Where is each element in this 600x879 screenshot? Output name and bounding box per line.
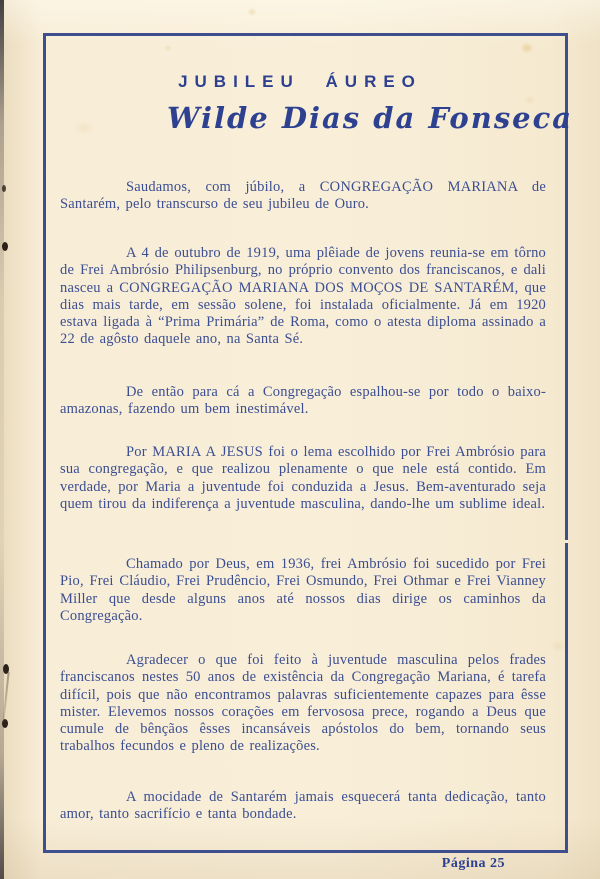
border-scan-gap (46, 168, 49, 171)
article-title: JUBILEU ÁUREO (178, 72, 422, 91)
paragraph-5: Chamado por Deus, em 1936, frei Ambrósio foi sucedido por Frei Pio, Frei Cláudio, Frei Prudêncio, Frei Osmundo, Frei Othmar e Frei Vianney Miller que desde alguns anos até nossos dias dirige os caminhos da Congregação. (60, 556, 546, 624)
paragraph-7: A mocidade de Santarém jamais esquecerá tanta dedicação, tanto amor, tanto sacrifício e tanta bondade. (60, 789, 546, 823)
border-scan-gap (46, 365, 49, 368)
binding-stitch-mark (2, 185, 6, 192)
border-scan-gap (46, 432, 49, 434)
page-number: Página 25 (441, 856, 505, 871)
border-scan-gap (565, 540, 568, 543)
paragraph-4: Por MARIA A JESUS foi o lema escolhido por Frei Ambrósio para sua congregação, e que realizou plenamente o que nele está contido. Em verdade, por Maria a juventude foi conduzida a Jesus. Bem-aventurado seja quem tirou da indiferença a juventude masculina, dando-lhe um sublime ideal. (60, 444, 546, 512)
paragraph-3: De então para cá a Congregação espalhou-se por todo o baixo-amazonas, fazendo um bem inestimável. (60, 384, 546, 418)
paragraph-2: A 4 de outubro de 1919, uma plêiade de jovens reunia-se em tôrno de Frei Ambrósio Philipsenburg, no próprio convento dos franciscanos, e dali nasceu a CONGREGAÇÃO MARIANA DOS MOÇOS DE SANTARÉM, que dias mais tarde, em sessão solene, foi instalada oficialmente. Já em 1920 estava ligada à “Prima Primária” de Roma, como o atesta diploma assinado a 22 de agôsto daquele ano, na Santa Sé. (60, 245, 546, 348)
border-scan-gap (253, 36, 256, 39)
paragraph-6: Agradecer o que foi feito à juventude masculina pelos frades franciscanos nestes 50 anos de existência da Congregação Mariana, é tarefa difícil, pois que não encontramos palavras suficientemente capazes para êsse mister. Elevemos nossos corações em fervososa prece, rogando a Deus que cumule de bênçãos êsses incansáveis apóstolos do bem, tornando seus trabalhos fecundos e pleno de realizações. (60, 652, 546, 755)
author-byline: Wilde Dias da Fonseca (166, 101, 574, 135)
binding-stitch-mark (2, 242, 8, 251)
page-binding-edge (0, 0, 4, 879)
border-scan-gap (293, 36, 295, 39)
paragraph-1: Saudamos, com júbilo, a CONGREGAÇÃO MARIANA de Santarém, pelo transcurso de seu jubileu de Ouro. (60, 179, 546, 213)
